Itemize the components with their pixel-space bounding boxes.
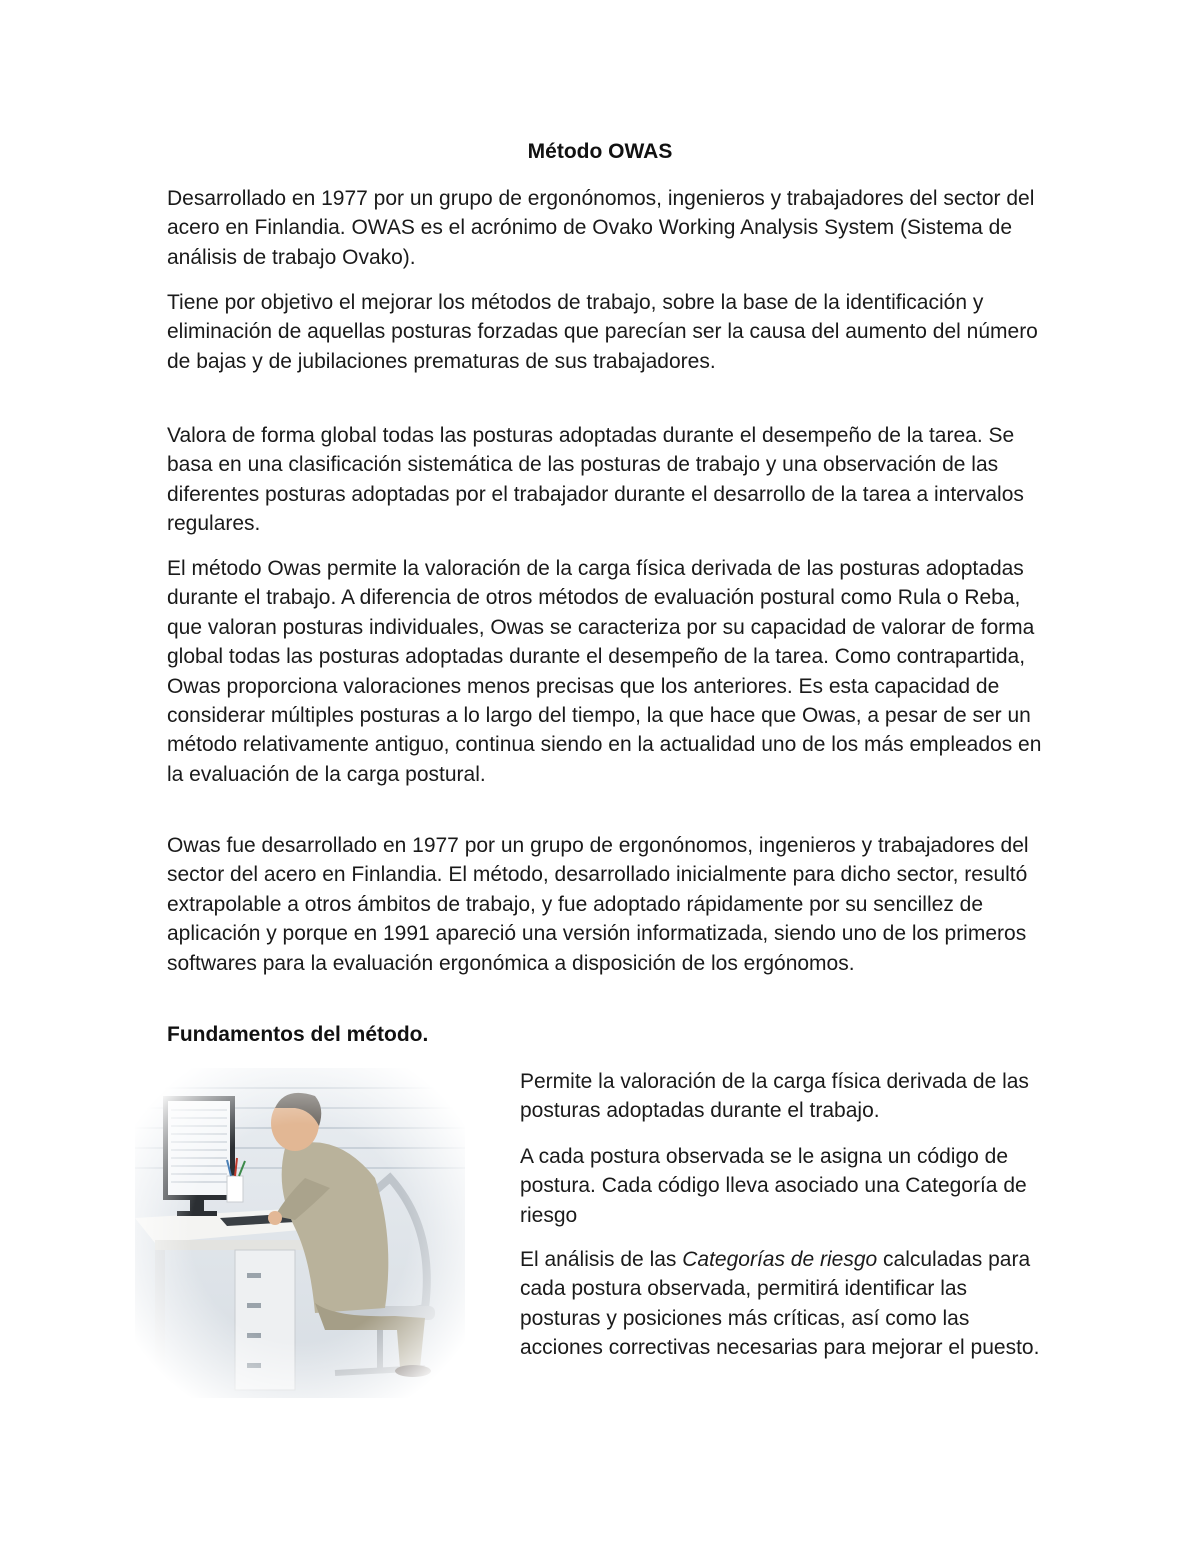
- paragraph-physical-load: El método Owas permite la valoración de la carga física derivada de las posturas adoptadas durante el trabajo. A diferencia de otros métodos de evaluación postural como Rula o Reba, que valoran posturas individuales, Owas se caracteriza por su capacidad de valorar de forma global todas las posturas adoptadas durante el desempeño de la tarea. Como contrapartida, Owas proporciona valoraciones menos precisas que los anteriores. Es esta capacidad de considerar múltiples posturas a lo largo del tiempo, la que hace que Owas, a pesar de ser un método relativamente antiguo, continua siendo en la actualidad uno de los más empleados en la evaluación de la carga postural.: [167, 557, 1042, 786]
- office-worker-illustration: [135, 1068, 465, 1398]
- fundamentos-paragraph-2: A cada postura observada se le asigna un código de postura. Cada código lleva asociado una Categoría de riesgo: [520, 1145, 1027, 1227]
- paragraph-objective: Tiene por objetivo el mejorar los métodos de trabajo, sobre la base de la identificación y eliminación de aquellas posturas forzadas que parecían ser la causa del aumento del número de bajas y de jubilaciones prematuras de sus trabajadores.: [167, 291, 1038, 373]
- paragraph-global-evaluation: Valora de forma global todas las posturas adoptadas durante el desempeño de la tarea. Se basa en una clasificación sistemática de las posturas de trabajo y una observación de las diferentes posturas adoptadas por el trabajador durante el desarrollo de la tarea a intervalos regulares.: [167, 424, 1024, 536]
- fundamentos-paragraph-3: [520, 1245, 1040, 1363]
- fundamentos-paragraph-1: Permite la valoración de la carga física derivada de las posturas adoptadas durante el trabajo.: [520, 1070, 1029, 1123]
- fundamentos-paragraph-3-before: El análisis de las: [520, 1248, 683, 1271]
- paragraph-history: Owas fue desarrollado en 1977 por un grupo de ergonónomos, ingenieros y trabajadores del sector del acero en Finlandia. El método, desarrollado inicialmente para dicho sector, resultó extrapolable a otros ámbitos de trabajo, y fue adoptado rápidamente por su sencillez de aplicación y porque en 1991 apareció una versión informatizada, siendo uno de los primeros softwares para la evaluación ergonómica a disposición de los ergónomos.: [167, 834, 1029, 975]
- section-heading-fundamentos: Fundamentos del método.: [167, 1023, 429, 1046]
- paragraph-intro: Desarrollado en 1977 por un grupo de ergonónomos, ingenieros y trabajadores del sector del acero en Finlandia. OWAS es el acrónimo de Ovako Working Analysis System (Sistema de análisis de trabajo Ovako).: [167, 187, 1035, 269]
- categorias-de-riesgo-emphasis: Categorías de riesgo: [682, 1248, 878, 1271]
- fundamentos-paragraph-3-after: calculadas para cada postura observada, permitirá identificar las posturas y posiciones más críticas, así como las acciones correctivas necesarias para mejorar el puesto.: [520, 1248, 1040, 1360]
- document-title: Método OWAS: [527, 140, 673, 163]
